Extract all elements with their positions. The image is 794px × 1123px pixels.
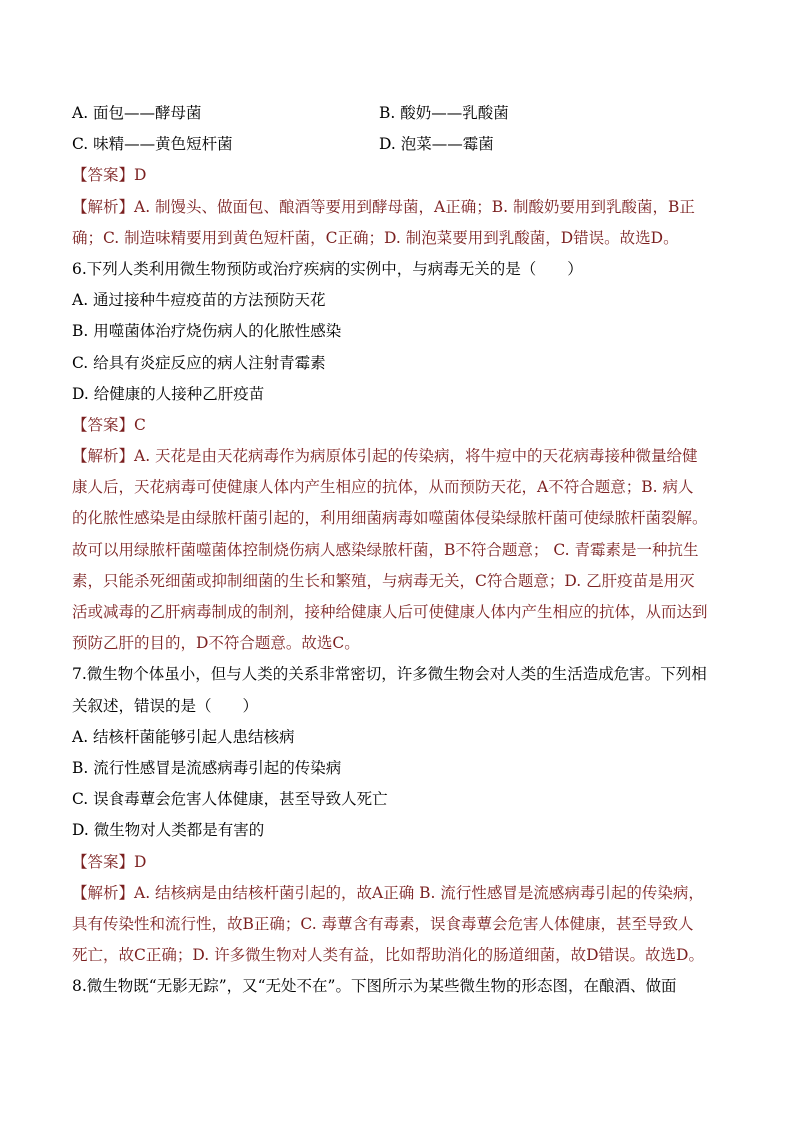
q7-analysis-line: 死亡，故C正确；D. 许多微生物对人类有益，比如帮助消化的肠道细菌，故D错误。故选D。: [72, 946, 704, 965]
q6-analysis-line: 的化脓性感染是由绿脓杆菌引起的，利用细菌病毒如噬菌体侵染绿脓杆菌可使绿脓杆菌裂解。: [72, 509, 708, 528]
q6-analysis-line: 素，只能杀死细菌或抑制细菌的生长和繁殖，与病毒无关，C符合题意；D. 乙肝疫苗是用灭: [72, 571, 695, 590]
q6-analysis-line: 【解析】A. 天花是由天花病毒作为病原体引起的传染病，将牛痘中的天花病毒接种微量给健: [72, 447, 698, 466]
q7-stem-line: 7.微生物个体虽小，但与人类的关系非常密切，许多微生物会对人类的生活造成危害。下列相: [72, 665, 707, 684]
q5-options-row-1: [72, 98, 732, 129]
document-content: [72, 98, 732, 1002]
q5-answer: 【答案】D: [72, 166, 147, 185]
q6-answer: 【答案】C: [72, 415, 146, 434]
q5-option-c: C. 味精——黄色短杆菌: [72, 135, 233, 154]
q5-analysis-line: 确；C. 制造味精要用到黄色短杆菌，C正确；D. 制泡菜要用到乳酸菌，D错误。故选D。: [72, 228, 679, 247]
q6-analysis-line: 预防乙肝的目的，D不符合题意。故选C。: [72, 634, 360, 653]
q7-analysis-line: 【解析】A. 结核病是由结核杆菌引起的，故A正确 B. 流行性感冒是流感病毒引起的传染病，: [72, 883, 704, 902]
q6-analysis-line: 康人后，天花病毒可使健康人体内产生相应的抗体，从而预防天花，A不符合题意；B. 病人: [72, 478, 694, 497]
q5-analysis-line: 【解析】A. 制馒头、做面包、酿酒等要用到酵母菌，A正确；B. 制酸奶要用到乳酸菌，B正: [72, 197, 695, 216]
q7-option-c: C. 误食毒蕈会危害人体健康，甚至导致人死亡: [72, 790, 388, 809]
q5-option-d: D. 泡菜——霉菌: [379, 135, 494, 154]
q6-option-d: D. 给健康的人接种乙肝疫苗: [72, 384, 265, 403]
q7-option-b: B. 流行性感冒是流感病毒引起的传染病: [72, 758, 342, 777]
q7-answer: 【答案】D: [72, 852, 147, 871]
q7-option-d: D. 微生物对人类都是有害的: [72, 821, 265, 840]
q7-analysis-line: 具有传染性和流行性，故B正确；C. 毒蕈含有毒素，误食毒蕈会危害人体健康，甚至导致人: [72, 914, 694, 933]
q8-stem: 8.微生物既“无影无踪”，又“无处不在”。下图所示为某些微生物的形态图，在酿酒、做面: [72, 977, 677, 996]
q5-option-a: A. 面包——酵母菌: [72, 104, 202, 122]
q6-option-c: C. 给具有炎症反应的病人注射青霉素: [72, 353, 326, 372]
q6-option-b: B. 用噬菌体治疗烧伤病人的化脓性感染: [72, 322, 342, 341]
q6-stem: 6.下列人类利用微生物预防或治疗疾病的实例中，与病毒无关的是（ ）: [72, 259, 583, 278]
q6-analysis-line: 活或减毒的乙肝病毒制成的制剂，接种给健康人后可使健康人体内产生相应的抗体，从而达到: [72, 603, 708, 621]
q7-stem-line: 关叙述，错误的是（ ）: [72, 696, 259, 715]
q6-option-a: A. 通过接种牛痘疫苗的方法预防天花: [72, 291, 326, 310]
q6-analysis-line: 故可以用绿脓杆菌噬菌体控制烧伤病人感染绿脓杆菌，B不符合题意； C. 青霉素是一种抗生: [72, 540, 699, 559]
q7-option-a: A. 结核杆菌能够引起人患结核病: [72, 727, 295, 746]
q5-option-b: B. 酸奶——乳酸菌: [379, 104, 509, 122]
q5-options-row-2: [72, 129, 732, 160]
